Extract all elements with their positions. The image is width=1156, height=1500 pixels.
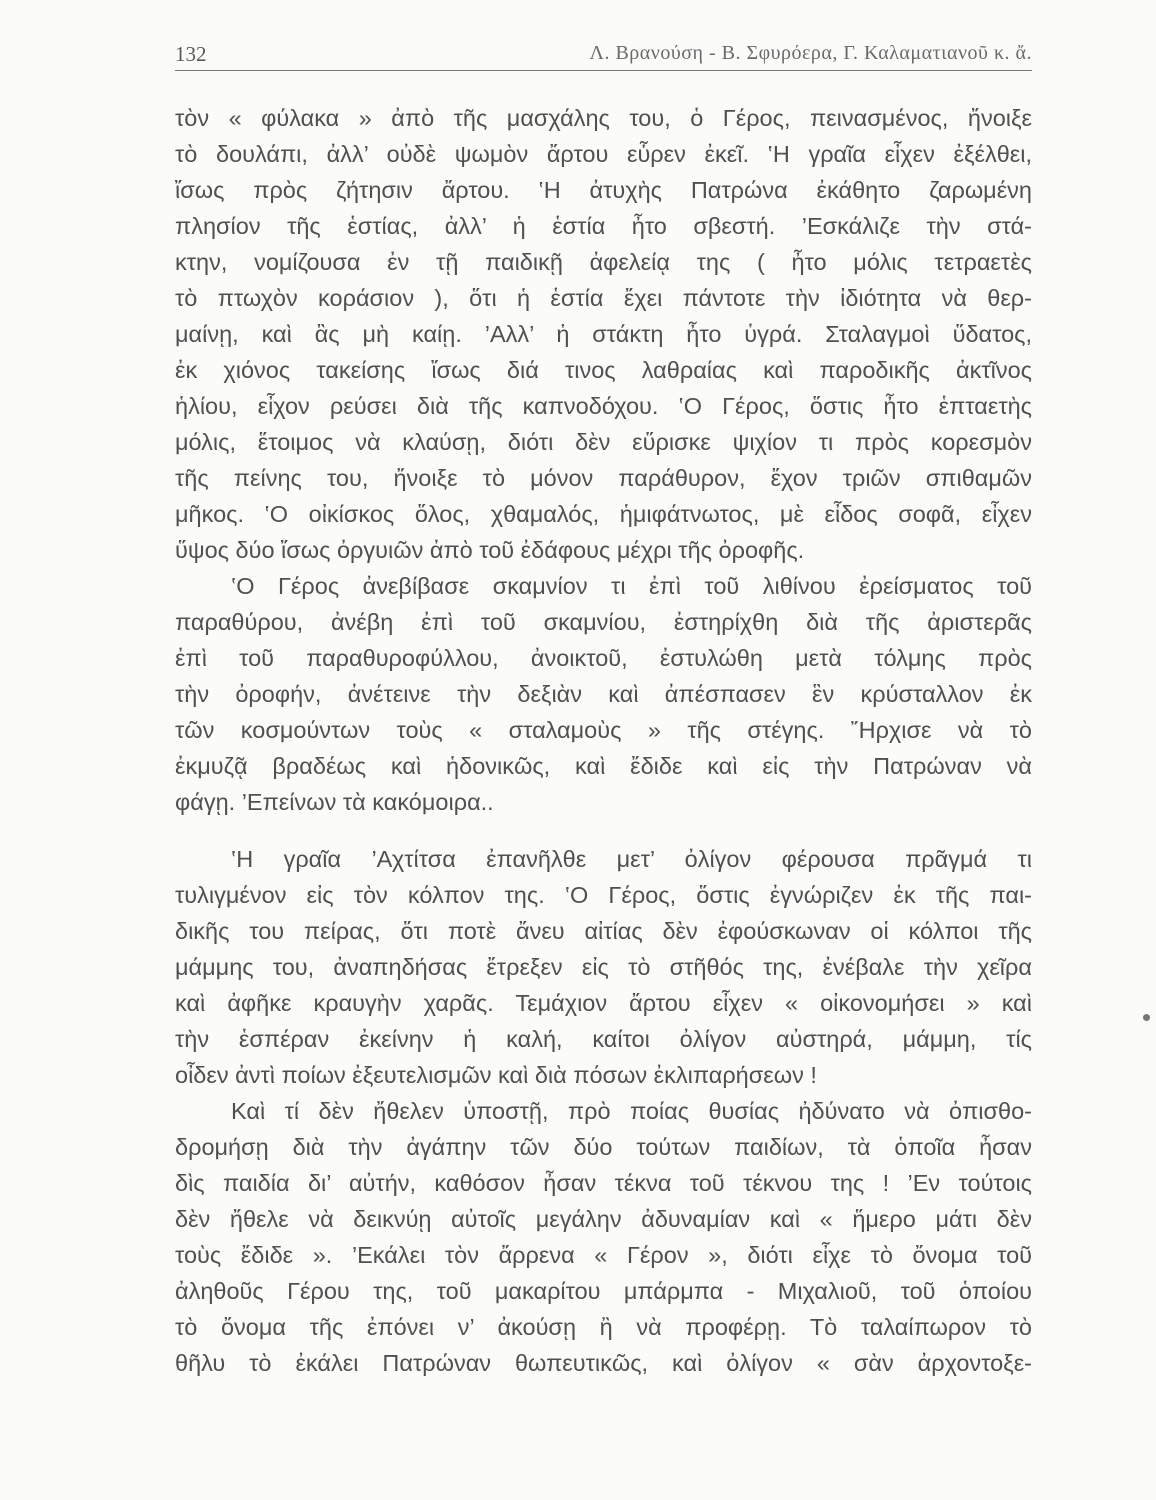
paragraph: [175, 841, 1032, 1093]
text-line: κτην, νομίζουσα ἐν τῇ παιδικῇ ἀφελείᾳ της ( ἦτο μόλις τετραετὲς: [175, 249, 1032, 275]
text-line: δὲν ἤθελε νὰ δεικνύῃ αὐτοῖς μεγάλην ἀδυναμίαν καὶ « ἥμερο μάτι δὲν: [175, 1206, 1032, 1232]
text-line: ἐκ χιόνος τακείσης ἴσως διά τινος λαθραίας καὶ παροδικῆς ἀκτῖνος: [175, 357, 1032, 383]
text-line: ‛Η γραῖα ’Αχτίτσα ἐπανῆλθε μετ’ ὀλίγον φέρουσα πρᾶγμά τι: [231, 846, 1032, 872]
text-line: μόλις, ἕτοιμος νὰ κλαύσῃ, διότι δὲν εὕρισκε ψιχίον τι πρὸς κορεσμὸν: [175, 429, 1032, 455]
paragraph: [175, 100, 1032, 568]
text-line: μῆκος. ‛Ο οἰκίσκος ὅλος, χθαμαλός, ἡμιφάτνωτος, μὲ εἶδος σοφᾶ, εἶχεν: [175, 501, 1032, 527]
text-line: τὴν ἑσπέραν ἐκείνην ἡ καλή, καίτοι ὀλίγον αὐστηρά, μάμμη, τίς: [175, 1026, 1032, 1052]
text-line: οἶδεν ἀντὶ ποίων ἐξευτελισμῶν καὶ διὰ πόσων ἐκλιπαρήσεων !: [175, 1062, 817, 1088]
text-line: φάγῃ. ’Επείνων τὰ κακόμοιρα..: [175, 789, 494, 815]
running-header: [175, 34, 1032, 68]
body-text: [175, 100, 1032, 1381]
text-line: τοὺς ἔδιδε ». ’Εκάλει τὸν ἄρρενα « Γέρον », διότι εἶχε τὸ ὄνομα τοῦ: [175, 1242, 1032, 1268]
text-line: ἀληθοῦς Γέρου της, τοῦ μακαρίτου μπάρμπα - Μιχαλιοῦ, τοῦ ὁποίου: [175, 1278, 1032, 1304]
text-line: θῆλυ τὸ ἐκάλει Πατρώναν θωπευτικῶς, καὶ ὀλίγον « σὰν ἀρχοντοξε-: [175, 1350, 1032, 1376]
header-rule: [175, 70, 1032, 71]
text-line: Καὶ τί δὲν ἤθελεν ὑποστῇ, πρὸ ποίας θυσίας ἠδύνατο νὰ ὀπισθο-: [231, 1098, 1032, 1124]
text-line: μάμμης του, ἀναπηδήσας ἔτρεξεν εἰς τὸ στῆθός της, ἐνέβαλε τὴν χεῖρα: [175, 954, 1032, 980]
text-line: ὕψος δύο ἴσως ὀργυιῶν ἀπὸ τοῦ ἐδάφους μέχρι τῆς ὀροφῆς.: [175, 537, 805, 563]
text-line: τὸ πτωχὸν κοράσιον ), ὅτι ἡ ἑστία ἔχει πάντοτε τὴν ἰδιότητα νὰ θερ-: [175, 285, 1032, 311]
text-line: τὸ ὄνομα τῆς ἐπόνει ν’ ἀκούσῃ ἢ νὰ προφέρῃ. Τὸ ταλαίπωρον τὸ: [175, 1314, 1032, 1340]
text-line: τὴν ὀροφήν, ἀνέτεινε τὴν δεξιὰν καὶ ἀπέσπασεν ἓν κρύσταλλον ἐκ: [175, 681, 1032, 707]
text-line: τὸ δουλάπι, ἀλλ’ οὐδὲ ψωμὸν ἄρτου εὗρεν ἐκεῖ. ‛Η γραῖα εἶχεν ἐξέλθει,: [175, 141, 1032, 167]
text-line: δὶς παιδία δι’ αὐτήν, καθόσον ἦσαν τέκνα τοῦ τέκνου της ! ’Εν τούτοις: [175, 1170, 1032, 1196]
text-line: τυλιγμένον εἰς τὸν κόλπον της. ‛Ο Γέρος, ὅστις ἐγνώριζεν ἐκ τῆς παι-: [175, 882, 1032, 908]
text-line: μαίνῃ, καὶ ἂς μὴ καίῃ. ’Αλλ’ ἡ στάκτη ἦτο ὑγρά. Σταλαγμοὶ ὕδατος,: [175, 321, 1032, 347]
text-line: ‛Ο Γέρος ἀνεβίβασε σκαμνίον τι ἐπὶ τοῦ λιθίνου ἐρείσματος τοῦ: [231, 573, 1032, 599]
paragraph: [175, 568, 1032, 820]
text-line: ἐπὶ τοῦ παραθυροφύλλου, ἀνοικτοῦ, ἐστυλώθη μετὰ τόλμης πρὸς: [175, 645, 1032, 671]
page-number: 132: [175, 42, 207, 66]
running-head: Λ. Βρανούση - Β. Σφυρόερα, Γ. Καλαματιανοῦ κ. ἄ.: [589, 42, 1032, 64]
text-line: ἐκμυζᾷ βραδέως καὶ ἡδονικῶς, καὶ ἔδιδε καὶ εἰς τὴν Πατρώναν νὰ: [175, 753, 1032, 779]
text-line: τῆς πείνης του, ἤνοιξε τὸ μόνον παράθυρον, ἔχον τριῶν σπιθαμῶν: [175, 465, 1032, 491]
paragraph: [175, 1093, 1032, 1381]
text-line: δικῆς του πείρας, ὅτι ποτὲ ἄνευ αἰτίας δὲν ἐφούσκωναν οἱ κόλποι τῆς: [175, 918, 1032, 944]
text-line: τῶν κοσμούντων τοὺς « σταλαμοὺς » τῆς στέγης. ῎Ηρχισε νὰ τὸ: [175, 717, 1032, 743]
scan-speck: [1143, 1014, 1150, 1021]
text-line: πλησίον τῆς ἑστίας, ἀλλ’ ἡ ἑστία ἦτο σβεστή. ’Εσκάλιζε τὴν στά-: [175, 213, 1032, 239]
text-line: καὶ ἀφῆκε κραυγὴν χαρᾶς. Τεμάχιον ἄρτου εἶχεν « οἰκονομήσει » καὶ: [175, 990, 1032, 1016]
text-line: ἡλίου, εἶχον ρεύσει διὰ τῆς καπνοδόχου. ‛Ο Γέρος, ὅστις ἦτο ἑπταετὴς: [175, 393, 1032, 419]
text-line: τὸν « φύλακα » ἀπὸ τῆς μασχάλης του, ὁ Γέρος, πεινασμένος, ἤνοιξε: [175, 105, 1032, 131]
text-line: δρομήσῃ διὰ τὴν ἀγάπην τῶν δύο τούτων παιδίων, τὰ ὁποῖα ἦσαν: [175, 1134, 1032, 1160]
text-line: παραθύρου, ἀνέβη ἐπὶ τοῦ σκαμνίου, ἐστηρίχθη διὰ τῆς ἀριστερᾶς: [175, 609, 1032, 635]
text-line: ἴσως πρὸς ζήτησιν ἄρτου. ‛Η ἀτυχὴς Πατρώνα ἐκάθητο ζαρωμένη: [175, 177, 1032, 203]
